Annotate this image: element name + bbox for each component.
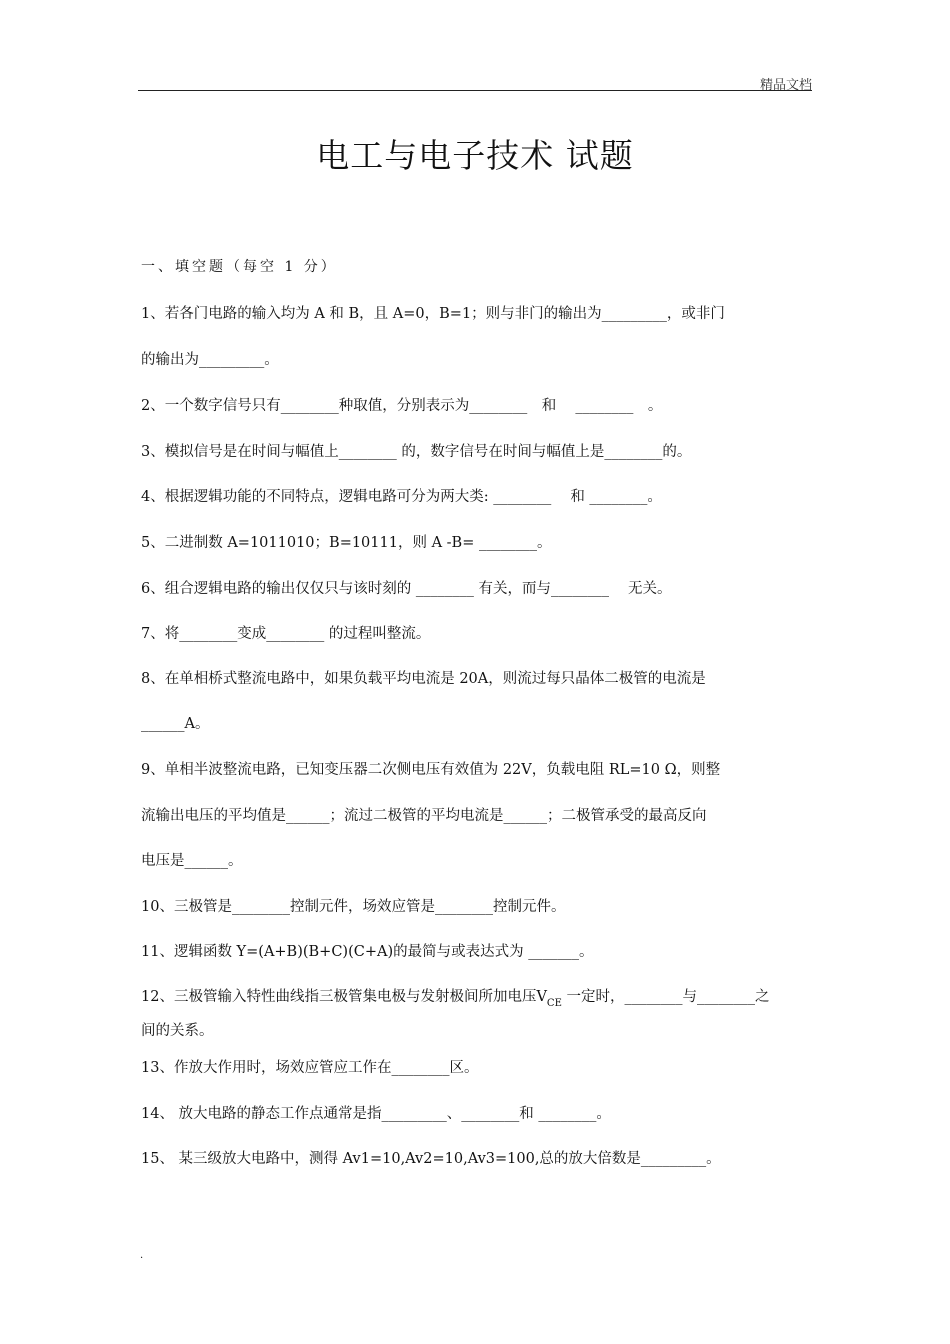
question-12-text: 12、三极管输入特性曲线指三极管集电极与发射极间所加电压V [141, 989, 547, 1005]
question-14: 14、 放大电路的静态工作点通常是指_________、________和 ________。 [141, 1106, 611, 1122]
question-12-text-end: 一定时，________与________之 [561, 989, 770, 1005]
question-13: 13、作放大作用时，场效应管应工作在________区。 [141, 1060, 479, 1076]
question-12-subscript: CE [546, 998, 562, 1009]
question-3: 3、模拟信号是在时间与幅值上________ 的，数字信号在时间与幅值上是________的。 [141, 444, 692, 460]
question-5: 5、二进制数 A=1011010；B=10111，则 A -B= ________。 [141, 535, 552, 551]
footer-mark: . [140, 1250, 144, 1261]
page-title: 电工与电子技术 试题 [316, 136, 634, 175]
question-15: 15、 某三级放大电路中，测得 Av1=10,Av2=10,Av3=100,总的放大倍数是_________。 [141, 1151, 721, 1167]
question-9-line-2: 流输出电压的平均值是______；流过二极管的平均电流是______；二极管承受的最高反向 [141, 808, 707, 824]
question-4: 4、根据逻辑功能的不同特点，逻辑电路可分为两大类: ________ 和 ________。 [141, 489, 662, 505]
question-11: 11、逻辑函数 Y=(A+B)(B+C)(C+A)的最简与或表达式为 _______。 [141, 944, 594, 960]
header-divider [138, 90, 812, 91]
question-9-line-1: 9、单相半波整流电路，已知变压器二次侧电压有效值为 22V，负载电阻 RL=10 Ω，则整 [141, 762, 721, 778]
header-label: 精品文档 [759, 78, 812, 93]
question-12-line-1 [141, 985, 770, 1009]
question-1-line-1: 1、若各门电路的输入均为 A 和 B，且 A=0，B=1；则与非门的输出为_________，或非门 [141, 306, 725, 322]
question-8-line-1: 8、在单相桥式整流电路中，如果负载平均电流是 20A，则流过每只晶体二极管的电流是 [141, 671, 706, 687]
question-2: 2、一个数字信号只有________种取值，分别表示为________ 和 ________ 。 [141, 398, 663, 414]
question-12-line-2: 间的关系。 [141, 1023, 214, 1039]
question-10: 10、三极管是________控制元件，场效应管是________控制元件。 [141, 899, 566, 915]
question-6: 6、组合逻辑电路的输出仅仅只与该时刻的 ________ 有关，而与________ 无关。 [141, 581, 672, 597]
section-heading: 一、填空题（每空 1 分） [141, 259, 338, 275]
question-9-line-3: 电压是______。 [141, 853, 243, 869]
question-1-line-2: 的输出为_________。 [141, 352, 279, 368]
question-8-line-2: ______A。 [141, 716, 210, 732]
question-7: 7、将________变成________ 的过程叫整流。 [141, 626, 431, 642]
